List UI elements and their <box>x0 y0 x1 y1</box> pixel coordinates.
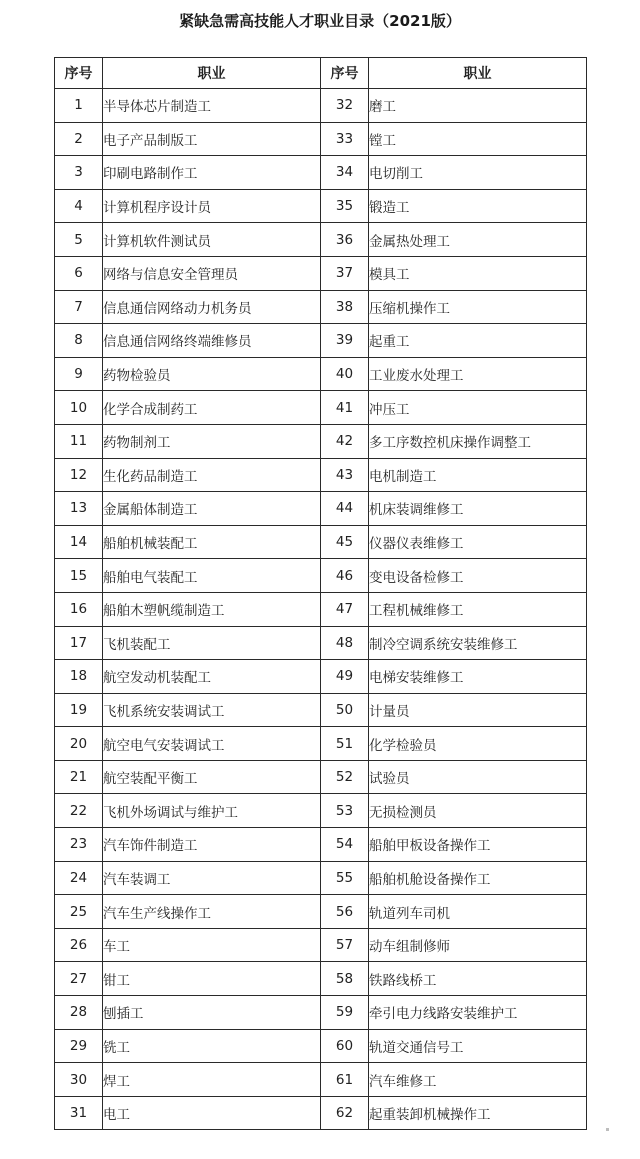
row-number-right: 35 <box>321 189 369 223</box>
row-number-right: 51 <box>321 727 369 761</box>
occupation-name-left: 汽车装调工 <box>103 861 321 895</box>
table-row <box>55 828 587 862</box>
occupation-name-right: 船舶机舱设备操作工 <box>369 861 587 895</box>
table-row <box>55 391 587 425</box>
row-number-left: 22 <box>55 794 103 828</box>
occupation-name-left: 飞机装配工 <box>103 626 321 660</box>
occupation-name-right: 压缩机操作工 <box>369 290 587 324</box>
row-number-right: 44 <box>321 492 369 526</box>
row-number-right: 39 <box>321 324 369 358</box>
table-row <box>55 290 587 324</box>
table-row <box>55 794 587 828</box>
row-number-right: 43 <box>321 458 369 492</box>
occupation-name-left: 飞机系统安装调试工 <box>103 693 321 727</box>
row-number-right: 42 <box>321 424 369 458</box>
row-number-left: 27 <box>55 962 103 996</box>
row-number-left: 5 <box>55 223 103 257</box>
row-number-left: 16 <box>55 592 103 626</box>
table-row <box>55 1096 587 1130</box>
table-row <box>55 89 587 123</box>
occupation-name-right: 锻造工 <box>369 189 587 223</box>
table-row <box>55 156 587 190</box>
occupation-name-right: 电机制造工 <box>369 458 587 492</box>
table-row <box>55 592 587 626</box>
row-number-left: 30 <box>55 1063 103 1097</box>
occupation-name-left: 电工 <box>103 1096 321 1130</box>
occupation-name-right: 冲压工 <box>369 391 587 425</box>
occupation-name-left: 船舶木塑帆缆制造工 <box>103 592 321 626</box>
row-number-right: 38 <box>321 290 369 324</box>
row-number-right: 36 <box>321 223 369 257</box>
table-row <box>55 357 587 391</box>
occupation-name-right: 无损检测员 <box>369 794 587 828</box>
row-number-left: 21 <box>55 760 103 794</box>
row-number-right: 62 <box>321 1096 369 1130</box>
occupation-name-left: 航空发动机装配工 <box>103 660 321 694</box>
header-job-right: 职业 <box>369 58 587 89</box>
occupation-name-left: 生化药品制造工 <box>103 458 321 492</box>
table-row <box>55 492 587 526</box>
table-row <box>55 189 587 223</box>
occupation-name-left: 汽车生产线操作工 <box>103 895 321 929</box>
row-number-left: 28 <box>55 996 103 1030</box>
row-number-left: 2 <box>55 122 103 156</box>
occupation-name-right: 磨工 <box>369 89 587 123</box>
occupation-name-right: 船舶甲板设备操作工 <box>369 828 587 862</box>
row-number-right: 60 <box>321 1029 369 1063</box>
occupation-name-right: 动车组制修师 <box>369 928 587 962</box>
scan-artifact-dot <box>606 1128 609 1131</box>
occupation-name-right: 机床装调维修工 <box>369 492 587 526</box>
occupation-name-left: 网络与信息安全管理员 <box>103 256 321 290</box>
occupation-name-left: 汽车饰件制造工 <box>103 828 321 862</box>
row-number-left: 13 <box>55 492 103 526</box>
occupation-name-left: 药物检验员 <box>103 357 321 391</box>
occupation-name-left: 金属船体制造工 <box>103 492 321 526</box>
row-number-left: 23 <box>55 828 103 862</box>
occupation-name-left: 电子产品制版工 <box>103 122 321 156</box>
row-number-right: 59 <box>321 996 369 1030</box>
occupation-name-left: 焊工 <box>103 1063 321 1097</box>
occupation-name-left: 半导体芯片制造工 <box>103 89 321 123</box>
table-header-row <box>55 58 587 89</box>
header-num-right: 序号 <box>321 58 369 89</box>
row-number-left: 9 <box>55 357 103 391</box>
table-row <box>55 122 587 156</box>
occupation-name-right: 工业废水处理工 <box>369 357 587 391</box>
table-row <box>55 693 587 727</box>
row-number-right: 57 <box>321 928 369 962</box>
occupation-name-right: 电切削工 <box>369 156 587 190</box>
occupation-name-left: 信息通信网络终端维修员 <box>103 324 321 358</box>
row-number-right: 49 <box>321 660 369 694</box>
table-row <box>55 962 587 996</box>
row-number-right: 32 <box>321 89 369 123</box>
row-number-right: 54 <box>321 828 369 862</box>
occupation-name-right: 试验员 <box>369 760 587 794</box>
table-row <box>55 324 587 358</box>
occupation-name-left: 信息通信网络动力机务员 <box>103 290 321 324</box>
occupation-name-right: 金属热处理工 <box>369 223 587 257</box>
table-row <box>55 458 587 492</box>
table-row <box>55 1029 587 1063</box>
header-job-left: 职业 <box>103 58 321 89</box>
row-number-left: 4 <box>55 189 103 223</box>
table-row <box>55 760 587 794</box>
occupation-name-right: 铁路线桥工 <box>369 962 587 996</box>
occupation-name-left: 车工 <box>103 928 321 962</box>
row-number-left: 6 <box>55 256 103 290</box>
row-number-left: 7 <box>55 290 103 324</box>
table-row <box>55 861 587 895</box>
row-number-right: 58 <box>321 962 369 996</box>
occupation-name-right: 仪器仪表维修工 <box>369 525 587 559</box>
occupation-name-right: 变电设备检修工 <box>369 559 587 593</box>
row-number-right: 34 <box>321 156 369 190</box>
table-row <box>55 424 587 458</box>
occupation-name-left: 钳工 <box>103 962 321 996</box>
occupation-name-right: 汽车维修工 <box>369 1063 587 1097</box>
occupation-name-left: 刨插工 <box>103 996 321 1030</box>
occupation-name-left: 船舶机械装配工 <box>103 525 321 559</box>
occupation-name-right: 轨道列车司机 <box>369 895 587 929</box>
row-number-right: 45 <box>321 525 369 559</box>
occupation-table <box>54 57 587 1130</box>
occupation-name-left: 船舶电气装配工 <box>103 559 321 593</box>
occupation-name-right: 模具工 <box>369 256 587 290</box>
row-number-left: 25 <box>55 895 103 929</box>
table-body <box>55 89 587 1130</box>
occupation-name-right: 起重装卸机械操作工 <box>369 1096 587 1130</box>
row-number-left: 26 <box>55 928 103 962</box>
row-number-left: 3 <box>55 156 103 190</box>
row-number-left: 17 <box>55 626 103 660</box>
occupation-name-left: 飞机外场调试与维护工 <box>103 794 321 828</box>
header-num-left: 序号 <box>55 58 103 89</box>
occupation-name-left: 化学合成制药工 <box>103 391 321 425</box>
row-number-right: 37 <box>321 256 369 290</box>
row-number-right: 47 <box>321 592 369 626</box>
table-row <box>55 996 587 1030</box>
row-number-left: 18 <box>55 660 103 694</box>
row-number-left: 14 <box>55 525 103 559</box>
table-row <box>55 1063 587 1097</box>
row-number-left: 10 <box>55 391 103 425</box>
row-number-left: 29 <box>55 1029 103 1063</box>
row-number-right: 53 <box>321 794 369 828</box>
occupation-name-right: 工程机械维修工 <box>369 592 587 626</box>
row-number-right: 50 <box>321 693 369 727</box>
table-row <box>55 626 587 660</box>
occupation-name-left: 航空电气安装调试工 <box>103 727 321 761</box>
page-title: 紧缺急需高技能人才职业目录（2021版） <box>179 12 461 30</box>
row-number-left: 12 <box>55 458 103 492</box>
occupation-name-left: 航空装配平衡工 <box>103 760 321 794</box>
table-row <box>55 660 587 694</box>
occupation-name-right: 计量员 <box>369 693 587 727</box>
table-row <box>55 928 587 962</box>
occupation-name-right: 制冷空调系统安装维修工 <box>369 626 587 660</box>
row-number-left: 8 <box>55 324 103 358</box>
row-number-right: 33 <box>321 122 369 156</box>
row-number-left: 19 <box>55 693 103 727</box>
row-number-left: 1 <box>55 89 103 123</box>
table-row <box>55 559 587 593</box>
occupation-name-left: 铣工 <box>103 1029 321 1063</box>
occupation-name-right: 化学检验员 <box>369 727 587 761</box>
table-row <box>55 256 587 290</box>
occupation-name-right: 镗工 <box>369 122 587 156</box>
row-number-right: 61 <box>321 1063 369 1097</box>
row-number-left: 11 <box>55 424 103 458</box>
occupation-name-right: 牵引电力线路安装维护工 <box>369 996 587 1030</box>
occupation-name-right: 起重工 <box>369 324 587 358</box>
occupation-name-right: 轨道交通信号工 <box>369 1029 587 1063</box>
row-number-left: 20 <box>55 727 103 761</box>
row-number-left: 15 <box>55 559 103 593</box>
occupation-name-left: 计算机程序设计员 <box>103 189 321 223</box>
table-row <box>55 223 587 257</box>
row-number-left: 24 <box>55 861 103 895</box>
occupation-name-left: 印刷电路制作工 <box>103 156 321 190</box>
occupation-name-left: 药物制剂工 <box>103 424 321 458</box>
occupation-name-left: 计算机软件测试员 <box>103 223 321 257</box>
occupation-name-right: 多工序数控机床操作调整工 <box>369 424 587 458</box>
row-number-left: 31 <box>55 1096 103 1130</box>
row-number-right: 48 <box>321 626 369 660</box>
table-row <box>55 727 587 761</box>
occupation-name-right: 电梯安装维修工 <box>369 660 587 694</box>
row-number-right: 55 <box>321 861 369 895</box>
row-number-right: 52 <box>321 760 369 794</box>
table-row <box>55 895 587 929</box>
row-number-right: 46 <box>321 559 369 593</box>
row-number-right: 41 <box>321 391 369 425</box>
row-number-right: 56 <box>321 895 369 929</box>
table-row <box>55 525 587 559</box>
row-number-right: 40 <box>321 357 369 391</box>
